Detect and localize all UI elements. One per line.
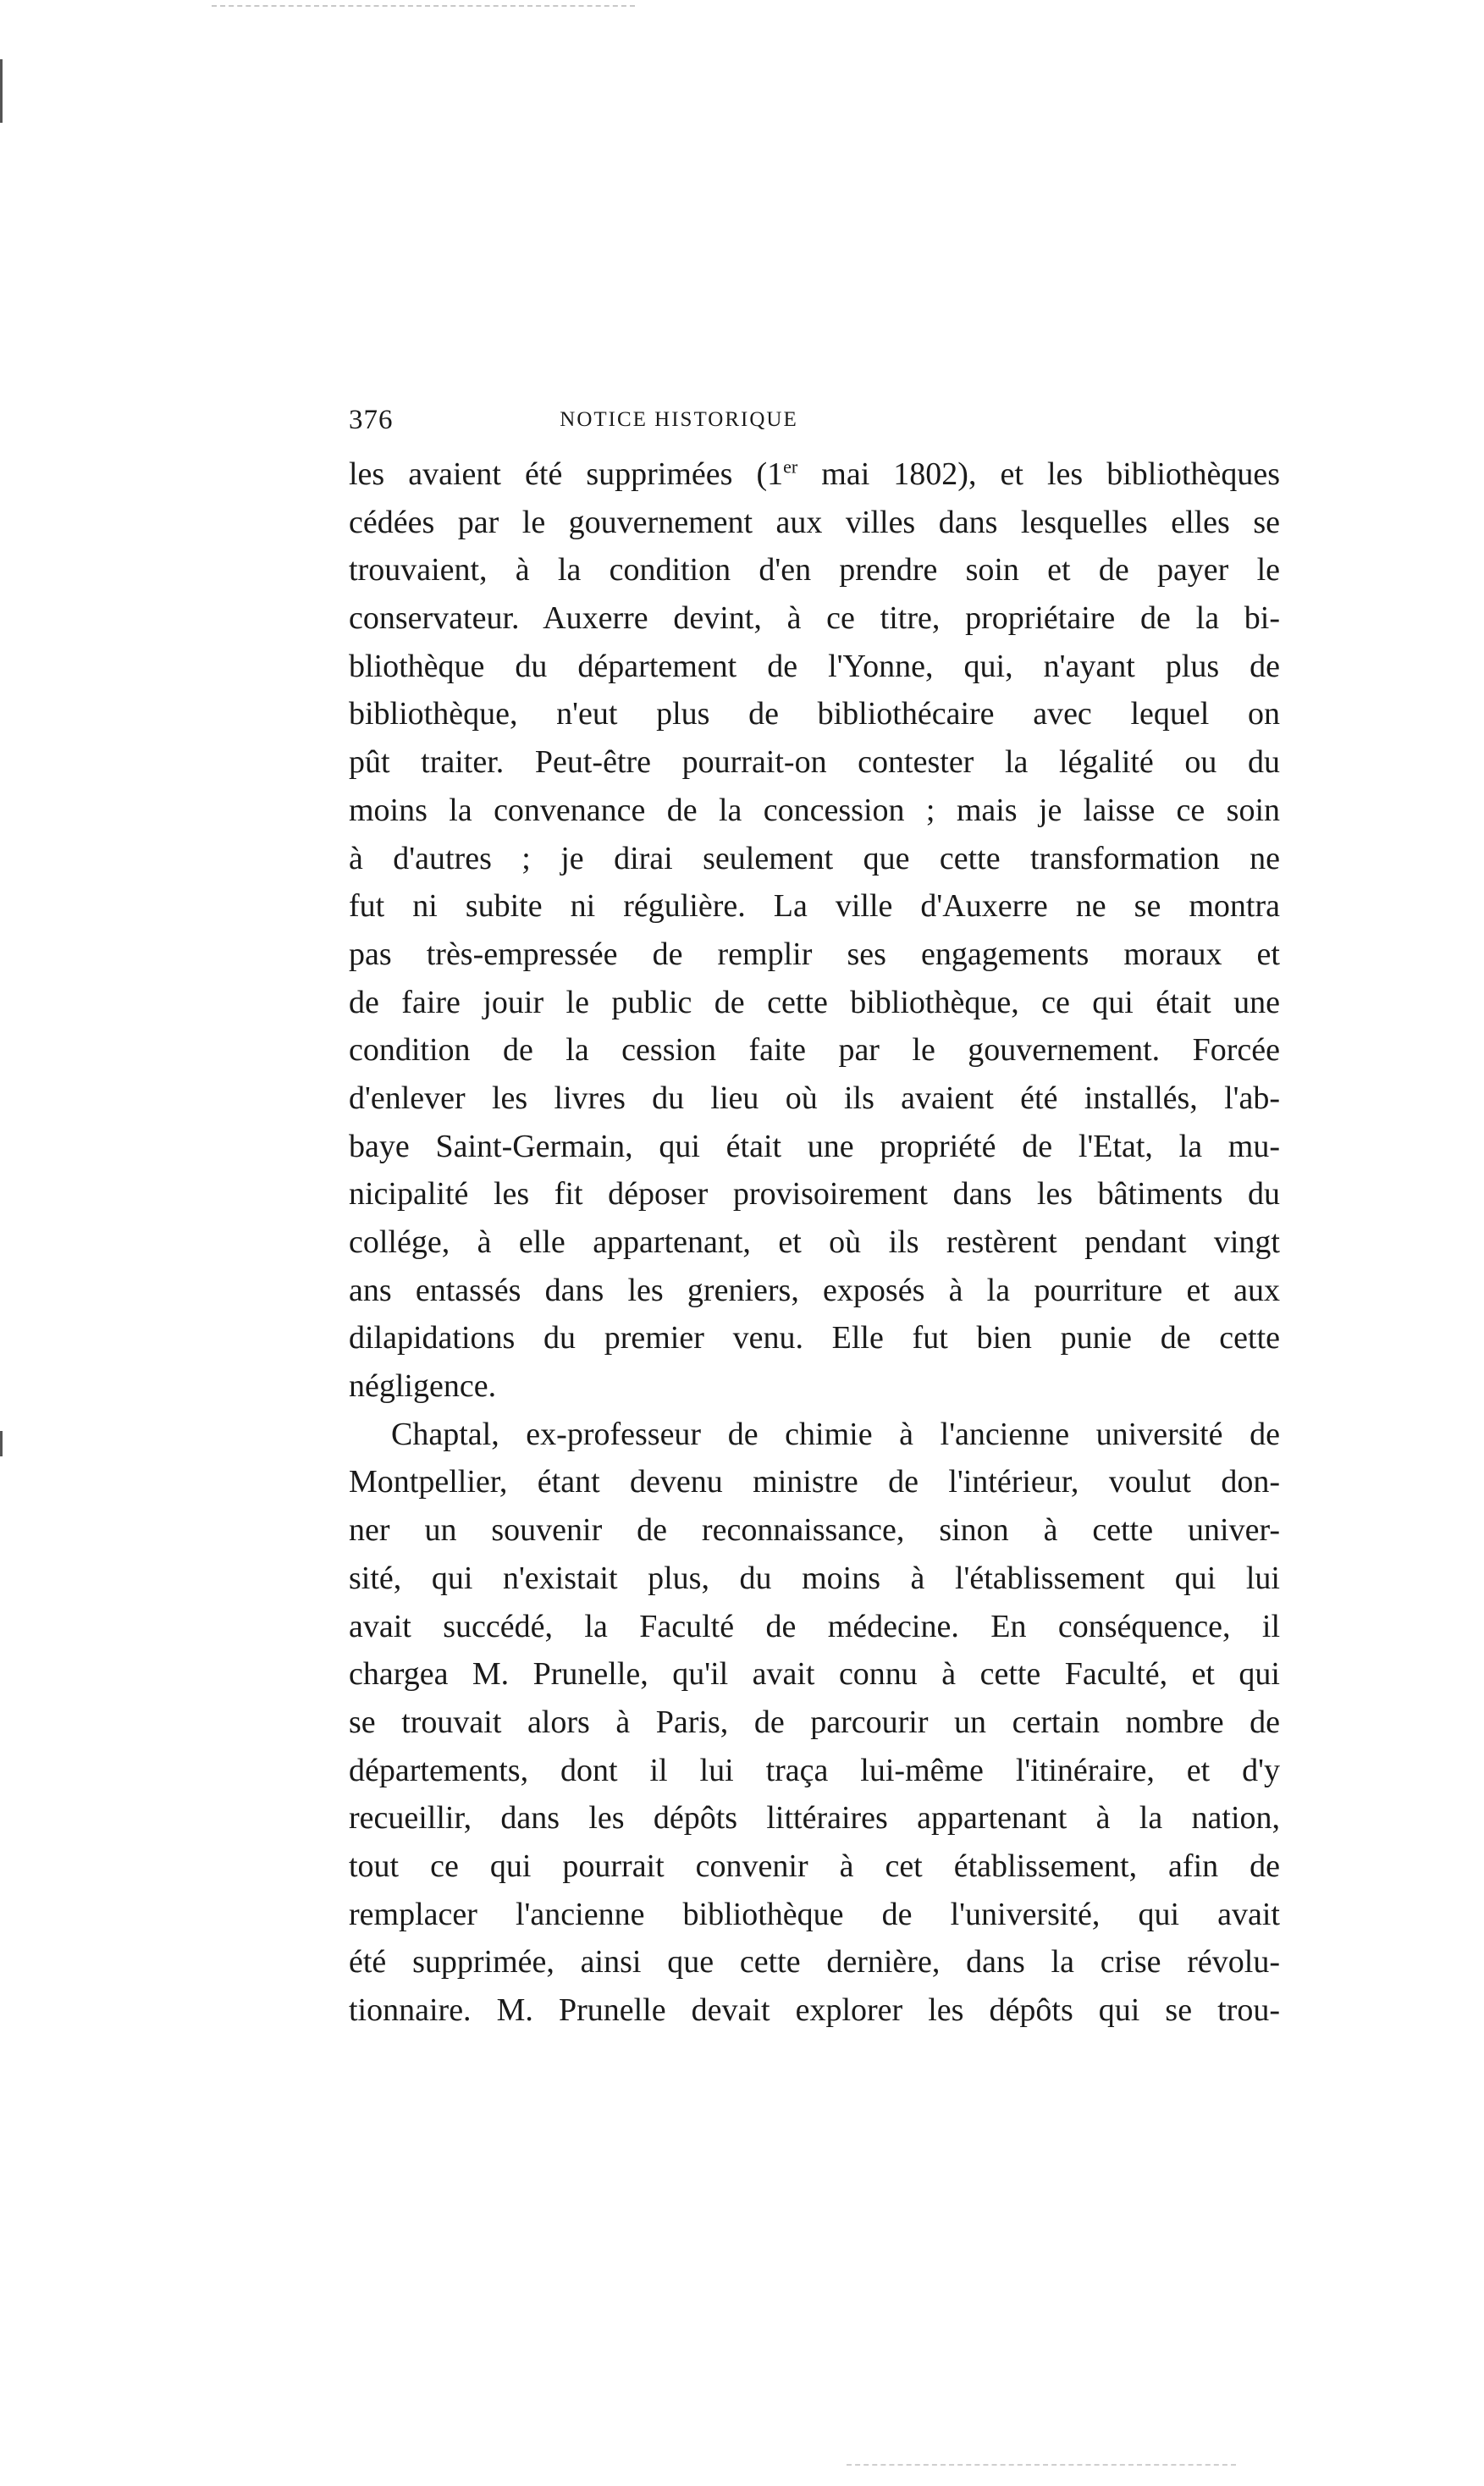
- text-line: départements, dont il lui traça lui-même l'itinéraire, et d'y: [349, 1752, 1280, 1788]
- text-line: Montpellier, étant devenu ministre de l'intérieur, voulut don-: [349, 1464, 1280, 1500]
- text-line: se trouvait alors à Paris, de parcourir un certain nombre de: [349, 1704, 1280, 1740]
- running-head: [349, 405, 950, 439]
- scan-artifact-bottom: [847, 2464, 1236, 2467]
- text-line: négligence.: [349, 1368, 497, 1405]
- scan-edge-mark: [0, 1431, 3, 1456]
- text-line: nicipalité les fit déposer provisoirement dans les bâtiments du: [349, 1176, 1280, 1213]
- text-line: tout ce qui pourrait convenir à cet établissement, afin de: [349, 1848, 1280, 1884]
- text-line: chargea M. Prunelle, qu'il avait connu à cette Faculté, et qui: [349, 1656, 1280, 1693]
- text-line: dilapidations du premier venu. Elle fut bien punie de cette: [349, 1320, 1280, 1356]
- scan-artifact-top: [212, 5, 635, 8]
- text-line: condition de la cession faite par le gouvernement. Forcée: [349, 1032, 1280, 1069]
- text-line: d'enlever les livres du lieu où ils avaient été installés, l'ab-: [349, 1080, 1280, 1116]
- text-line: bliothèque du département de l'Yonne, qui, n'ayant plus de: [349, 648, 1280, 684]
- paragraph-2: [349, 1411, 1280, 2035]
- paragraph-1: [349, 450, 1280, 1411]
- text-line: baye Saint-Germain, qui était une propriété de l'Etat, la mu-: [349, 1128, 1280, 1164]
- text-line: ner un souvenir de reconnaissance, sinon à cette univer-: [349, 1512, 1280, 1549]
- body-text: [349, 450, 1280, 2035]
- text-line: ans entassés dans les greniers, exposés à la pourriture et aux: [349, 1272, 1280, 1308]
- text-line: recueillir, dans les dépôts littéraires appartenant à la nation,: [349, 1800, 1280, 1837]
- text-line: tionnaire. M. Prunelle devait explorer les dépôts qui se trou-: [349, 1992, 1280, 2028]
- text-line: les avaient été supprimées (1er mai 1802), et les bibliothèques: [349, 456, 1280, 492]
- running-head-title: NOTICE HISTORIQUE: [560, 408, 798, 431]
- text-line: fut ni subite ni régulière. La ville d'Auxerre ne se montra: [349, 888, 1280, 925]
- text-line: de faire jouir le public de cette bibliothèque, ce qui était une: [349, 984, 1280, 1020]
- text-line: cédées par le gouvernement aux villes dans lesquelles elles se: [349, 504, 1280, 540]
- text-line: remplacer l'ancienne bibliothèque de l'université, qui avait: [349, 1896, 1280, 1932]
- text-line: moins la convenance de la concession ; mais je laisse ce soin: [349, 792, 1280, 828]
- text-line: trouvaient, à la condition d'en prendre soin et de payer le: [349, 552, 1280, 588]
- text-line: à d'autres ; je dirai seulement que cette transformation ne: [349, 840, 1280, 876]
- text-line: été supprimée, ainsi que cette dernière, dans la crise révolu-: [349, 1944, 1280, 1981]
- text-line: conservateur. Auxerre devint, à ce titre, propriétaire de la bi-: [349, 600, 1280, 637]
- text-line: pas très-empressée de remplir ses engagements moraux et: [349, 936, 1280, 972]
- text-line: Chaptal, ex-professeur de chimie à l'ancienne université de: [391, 1416, 1280, 1452]
- text-line: bibliothèque, n'eut plus de bibliothécaire avec lequel on: [349, 696, 1280, 732]
- text-line: avait succédé, la Faculté de médecine. En conséquence, il: [349, 1608, 1280, 1644]
- text-line: pût traiter. Peut-être pourrait-on contester la légalité ou du: [349, 744, 1280, 781]
- page-number: 376: [349, 405, 394, 435]
- text-line: collége, à elle appartenant, et où ils restèrent pendant vingt: [349, 1224, 1280, 1260]
- text-line: sité, qui n'existait plus, du moins à l'établissement qui lui: [349, 1560, 1280, 1596]
- scan-edge-mark: [0, 59, 3, 123]
